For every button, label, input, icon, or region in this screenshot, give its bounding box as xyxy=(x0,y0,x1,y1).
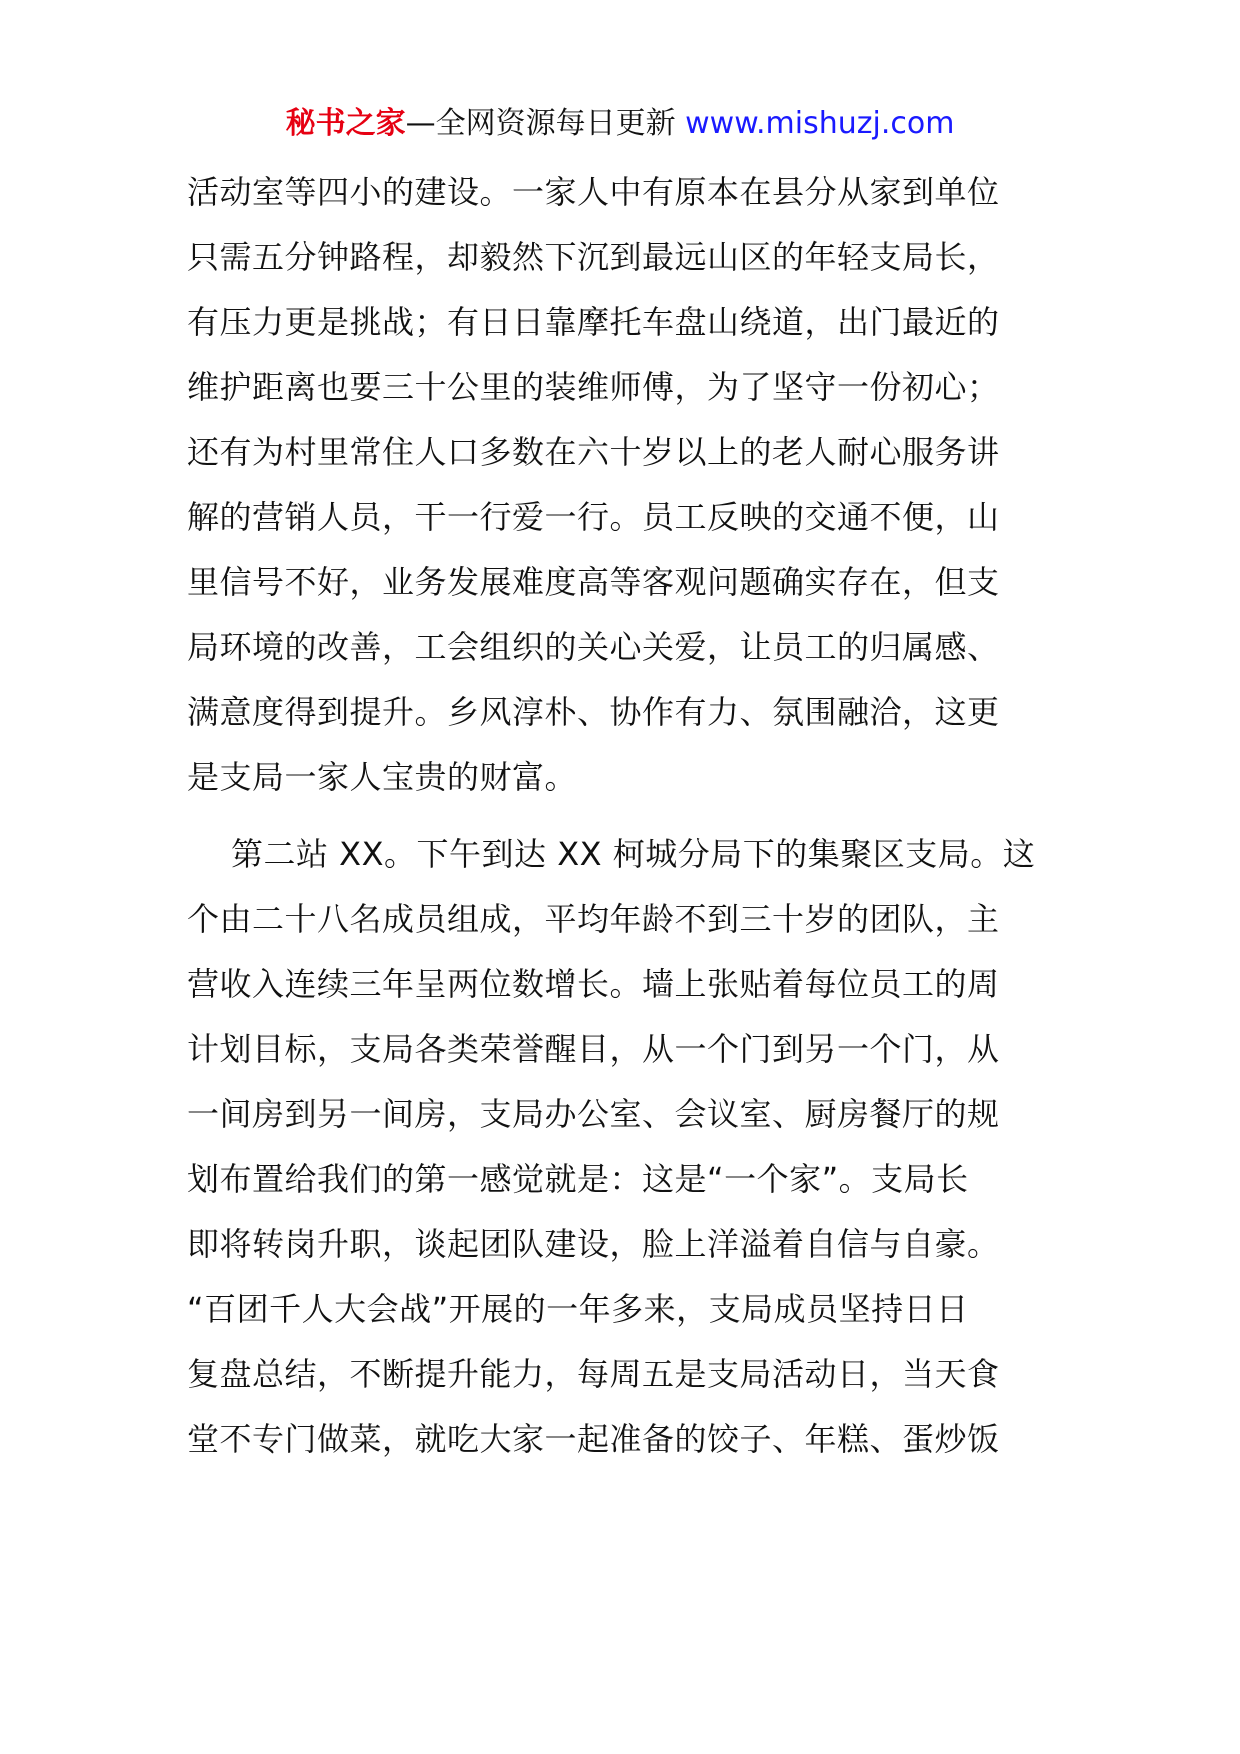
text-line: 有压力更是挑战；有日日靠摩托车盘山绕道，出门最近的 xyxy=(187,303,1000,341)
site-tagline: —全网资源每日更新 xyxy=(405,106,686,141)
text-line: 堂不专门做菜，就吃大家一起准备的饺子、年糕、蛋炒饭 xyxy=(187,1420,1000,1458)
site-header xyxy=(0,98,1240,150)
text-line: 第二站 XX。下午到达 XX 柯城分局下的集聚区支局。这 xyxy=(231,835,1036,873)
text-line: 计划目标，支局各类荣誉醒目，从一个门到另一个门，从 xyxy=(187,1030,1000,1068)
text-line: 活动室等四小的建设。一家人中有原本在县分从家到单位 xyxy=(187,173,1000,211)
text-line: 还有为村里常住人口多数在六十岁以上的老人耐心服务讲 xyxy=(187,433,1000,471)
text-line: “百团千人大会战”开展的一年多来，支局成员坚持日日 xyxy=(187,1290,969,1328)
text-line: 是支局一家人宝贵的财富。 xyxy=(187,758,578,796)
text-line: 只需五分钟路程，却毅然下沉到最远山区的年轻支局长， xyxy=(187,238,1000,276)
text-line: 局环境的改善，工会组织的关心关爱，让员工的归属感、 xyxy=(187,628,1000,666)
text-line: 满意度得到提升。乡风淳朴、协作有力、氛围融洽，这更 xyxy=(187,693,1000,731)
site-url-link[interactable]: www.mishuzj.com xyxy=(685,106,955,141)
text-line: 维护距离也要三十公里的装维师傅，为了坚守一份初心； xyxy=(187,368,1000,406)
text-line: 即将转岗升职，谈起团队建设，脸上洋溢着自信与自豪。 xyxy=(187,1225,1000,1263)
text-line: 划布置给我们的第一感觉就是：这是“一个家”。支局长 xyxy=(187,1160,969,1198)
text-line: 一间房到另一间房，支局办公室、会议室、厨房餐厅的规 xyxy=(187,1095,1000,1133)
paragraph-1 xyxy=(187,160,1067,810)
text-line: 里信号不好，业务发展难度高等客观问题确实存在，但支 xyxy=(187,563,1000,601)
text-line: 营收入连续三年呈两位数增长。墙上张贴着每位员工的周 xyxy=(187,965,1000,1003)
paragraph-2 xyxy=(187,822,1067,1472)
text-line: 复盘总结，不断提升能力，每周五是支局活动日，当天食 xyxy=(187,1355,1000,1393)
text-line: 个由二十八名成员组成，平均年龄不到三十岁的团队，主 xyxy=(187,900,1000,938)
site-brand: 秘书之家 xyxy=(285,106,406,141)
text-line: 解的营销人员，干一行爱一行。员工反映的交通不便，山 xyxy=(187,498,1000,536)
document-body xyxy=(187,160,1067,1484)
